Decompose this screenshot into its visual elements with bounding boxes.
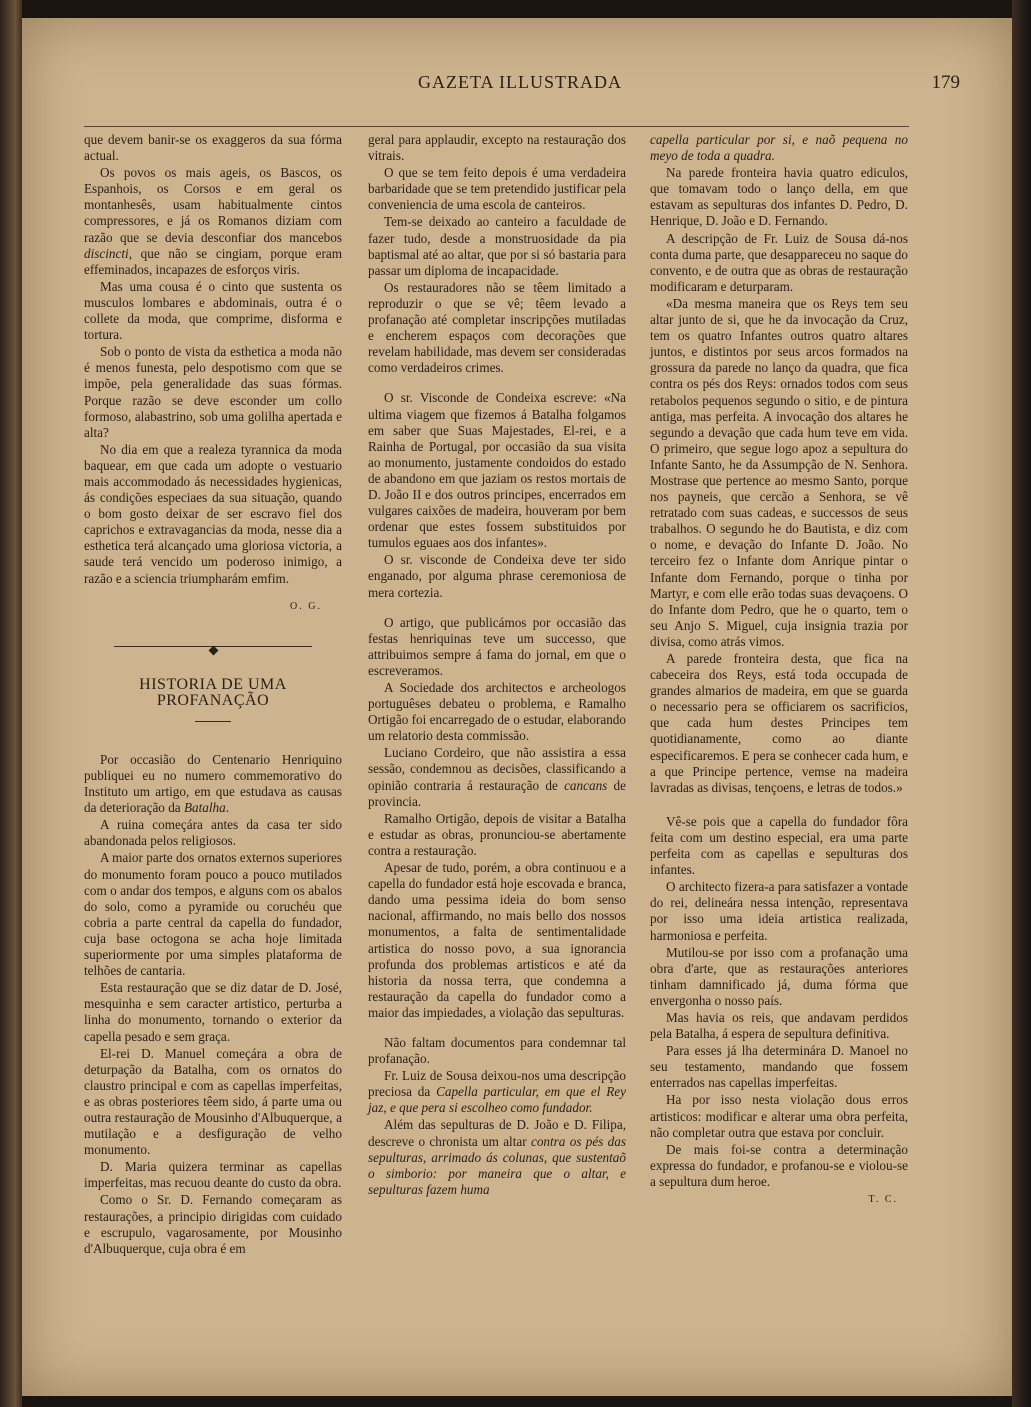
paragraph: A parede fronteira desta, que fica na cabeceira dos Reys, está toda occupada de grandes almarios de madeira, em que se guarda o necessario pera se officiarem os sacrificios, que cada hum destes Principes tem quotidianamente, como ao diante especificaremos. E pera se conhecer cada hum, e a que Principe pertence, vemse na madeira lavradas as divisas, tençoens, e letras de todos.» xyxy=(650,651,908,795)
running-title: GAZETA ILLUSTRADA xyxy=(417,72,623,92)
section-divider xyxy=(84,641,342,651)
page-header xyxy=(60,72,980,102)
title-rule xyxy=(195,721,231,722)
binding-gutter xyxy=(0,0,22,1407)
column-2 xyxy=(368,132,626,1199)
paragraph: Fr. Luiz de Sousa deixou-nos uma descripção preciosa da Capella particular, em que el Rey jaz, e que pera si escolheo como fundador. xyxy=(368,1068,626,1116)
paragraph: Mutilou-se por isso com a profanação uma obra d'arte, que as restaurações anteriores tinham damnificado já, duma fórma que envergonha o nosso país. xyxy=(650,944,908,1008)
paragraph: Esta restauração que se diz datar de D. José, mesquinha e sem caracter artistico, perturba a linha do monumento, tornando o exterior da capella pesado e sem graça. xyxy=(84,980,342,1044)
paragraph: que devem banir-se os exaggeros da sua fórma actual. xyxy=(84,132,342,164)
section-title: HISTORIA DE UMA PROFANAÇÃO xyxy=(139,675,287,709)
paragraph: Apesar de tudo, porém, a obra continuou e a capella do fundador está hoje escovada e branca, dando uma pessima ideia do bom senso nacional, affirmando, no mais bello dos nossos monumentos, a falta de sentimentalidade artistica do nosso povo, a sua ignorancia profunda dos problemas artisticos e até da historia da nossa terra, que condemna a restauração da capella do fundador como a maior das impiedades, a violação das sepulturas. xyxy=(368,860,626,1020)
paragraph: «Da mesma maneira que os Reys tem seu altar junto de si, que he da invocação da Cruz, tem os quatro Infantes outros quatro altares juntos, e distintos por seus arcos formados na grossura da parede no lanço da quadra, que fica contra os pés dos Reys: ornados todos com seus retabolos pequenos segundo o sitio, e de pintura antiga, mas perfeita. A invocação dos altares he segundo a devação que cada hum teve em vida. O primeiro, que segue logo apoz a sepultura do Infante Santo, he da Assumpção de N. Senhora. Mostrase que pertence ao mesmo Santo, porque nos payneis, que cercão a Senhora, se vê retratado com suas cadeas, e successos de seus trabalhos. O segundo he do Bautista, e diz com o nome, e devação do Infante D. João. No terceiro fez o Infante dom Anrique pintar o Infante dom Fernando, porque o tinha por Martyr, e com elle erão todas suas devaçoens. O do Infante dom Pedro, que he o quarto, tem o seu Anjo S. Miguel, cuja insignia trazia por divisa, como atrás vimos. xyxy=(650,295,908,649)
paragraph: O artigo, que publicámos por occasião das festas henriquinas teve um successo, que attribuimos sempre á fama do jornal, em que o escreveramos. xyxy=(368,614,626,678)
diamond-ornament-icon xyxy=(208,645,218,655)
column-1 xyxy=(84,132,342,1258)
paragraph: O sr. visconde de Condeixa deve ter sido enganado, por alguma phrase ceremoniosa de mera cortezia. xyxy=(368,552,626,600)
paragraph: D. Maria quizera terminar as capellas imperfeitas, mas recuou deante do custo da obra. xyxy=(84,1159,342,1191)
paragraph: O architecto fizera-a para satisfazer a vontade do rei, delineára nessa intenção, representava por isso uma ideia artistica realizada, harmoniosa e perfeita. xyxy=(650,879,908,943)
paragraph: Os restauradores não se têem limitado a reproduzir o que se vê; têem levado a profanação até completar inscripções mutiladas e encherem espaços com decorações que revelam habilidade, mas devem ser consideradas como verdadeiros crimes. xyxy=(368,279,626,376)
page-number: 179 xyxy=(931,72,960,93)
author-signature: T. C. xyxy=(868,1194,898,1205)
paragraph: Luciano Cordeiro, que não assistira a essa sessão, condemnou as decisões, classificando a opinião contraria á restauração de cancans de provincia. xyxy=(368,745,627,809)
page-edge xyxy=(1012,0,1031,1407)
paragraph: El-rei D. Manuel começára a obra de deturpação da Batalha, com os ornatos do claustro principal e com as capellas imperfeitas, e as obras posteriores têem sido, á parte uma ou outra restauração de Mousinho d'Albuquerque, a mutilação e a desfiguração de velho monumento. xyxy=(84,1045,342,1158)
paragraph: geral para applaudir, excepto na restauração dos vitrais. xyxy=(368,132,626,164)
paragraph: Mas uma cousa é o cinto que sustenta os musculos lombares e abdominais, outra é o collete da moda, que comprime, disforma e tortura. xyxy=(84,278,342,343)
paragraph: A ruina começára antes da casa ter sido abandonada pelos religiosos. xyxy=(84,817,342,849)
paragraph: Não faltam documentos para condemnar tal profanação. xyxy=(368,1034,626,1067)
paragraph: Os povos os mais ageis, os Bascos, os Espanhois, os Corsos e em geral os montanhesês, usam habitualmente cintos compressores, e já os Romanos diziam com razão que se devia desconfiar dos mancebos discincti, que não se cingiam, porque eram effeminados, incapazes de esforços viris. xyxy=(84,165,342,277)
paragraph: A maior parte dos ornatos externos superiores do monumento foram pouco a pouco mutilados com o andar dos tempos, e alguns com os abalos do solo, como a pyramide ou coruchéu que cobria a parte central da capella do fundador, cuja base octogona se acha hoje limitada superiormente por uma simples plataforma de telhões de cantaria. xyxy=(84,850,342,979)
paragraph: Sob o ponto de vista da esthetica a moda não é menos funesta, pelo despotismo com que se impõe, pela generalidade das suas fórmas. Porque razão se deve esconder um collo formoso, alabastrino, sob uma golilha apertada e alta? xyxy=(84,344,342,440)
paragraph: Na parede fronteira havia quatro ediculos, que tomavam todo o lanço della, em que estavam as sepulturas dos infantes D. Pedro, D. Henrique, D. João e D. Fernando. xyxy=(650,165,908,229)
paragraph: De mais foi-se contra a determinação expressa do fundador, e profanou-se e violou-se a sepultura dum heroe. xyxy=(650,1141,908,1189)
paragraph: Como o Sr. D. Fernando começaram as restaurações, a principio dirigidas com cuidado e escrupulo, vagarosamente, por Mousinho d'Albuquerque, cuja obra é em xyxy=(84,1192,342,1256)
paragraph: A descripção de Fr. Luiz de Sousa dá-nos conta duma parte, que desappareceu no saque do convento, e de outra que as obras de restauração modificaram e deturparam. xyxy=(650,230,908,294)
paragraph: Por occasião do Centenario Henriquino publiquei eu no numero commemorativo do Instituto um artigo, em que estudava as causas da deterioração da Batalha. xyxy=(84,751,342,816)
column-3 xyxy=(650,132,908,1208)
author-signature: O. G. xyxy=(290,600,322,612)
paragraph: Mas havia os reis, que andavam perdidos pela Batalha, á espera de sepultura definitiva. xyxy=(650,1009,908,1042)
paragraph: A Sociedade dos architectos e archeologos portuguêses debateu o problema, e Ramalho Ortigão foi encarregado de o estudar, elaborando um relatorio desta commissão. xyxy=(368,680,626,744)
paragraph: No dia em que a realeza tyrannica da moda baquear, em que cada um adopte o vestuario mais accommodado ás necessidades hygienicas, ás condições especiaes da sua situação, quando o bom gosto deixar de ser escravo fiel dos caprichos e extravagancias da moda, nesse dia a esthetica terá alcançado uma gloriosa victoria, a saude terá vencido um poderoso inimigo, a razão e a sciencia triumpharám emfim. xyxy=(84,441,342,586)
paragraph: capella particular por si, e naõ pequena no meyo de toda a quadra. xyxy=(650,132,908,164)
paragraph: Tem-se deixado ao canteiro a faculdade de fazer tudo, desde a monstruosidade da pia baptismal até ao altar, que por si só bastaria para passar um diploma de incapacidade. xyxy=(368,214,626,278)
paragraph: O sr. Visconde de Condeixa escreve: «Na ultima viagem que fizemos á Batalha folgamos em saber que Suas Majestades, El-rei, e a Rainha de Portugal, por occasião da sua visita ao monumento, justamente condoidos do estado de abandono em que jaziam os restos mortais de D. João II e dos outros principes, encerrados em vulgares caixões de madeira, houveram por bem ordenar que estes fossem substituidos por tumulos eguaes aos dos infantes». xyxy=(368,390,626,551)
paragraph: Ramalho Ortigão, depois de visitar a Batalha e estudar as obras, pronunciou-se abertamente contra a restauração. xyxy=(368,810,626,858)
paragraph: Vê-se pois que a capella do fundador fôra feita com um destino especial, era uma parte perfeita com as capellas e sepulturas dos infantes. xyxy=(650,813,908,878)
paragraph: Além das sepulturas de D. João e D. Filipa, descreve o chronista um altar contra os pés das sepulturas, arrimado ás colunas, que sustentaõ o simborio: por maneira que o altar, e sepulturas fazem huma xyxy=(368,1117,626,1197)
paragraph: Ha por isso nesta violação dous erros artisticos: modificar e alterar uma obra perfeita, não completar outra que estava por concluir. xyxy=(650,1092,908,1140)
paragraph: O que se tem feito depois é uma verdadeira barbaridade que se tem pretendido justificar pela conveniencia de uma escola de canteiros. xyxy=(368,165,626,213)
header-rule xyxy=(84,126,909,127)
paragraph: Para esses já lha determinára D. Manoel no seu testamento, mandando que fossem enterrados nas capellas imperfeitas. xyxy=(650,1043,908,1091)
